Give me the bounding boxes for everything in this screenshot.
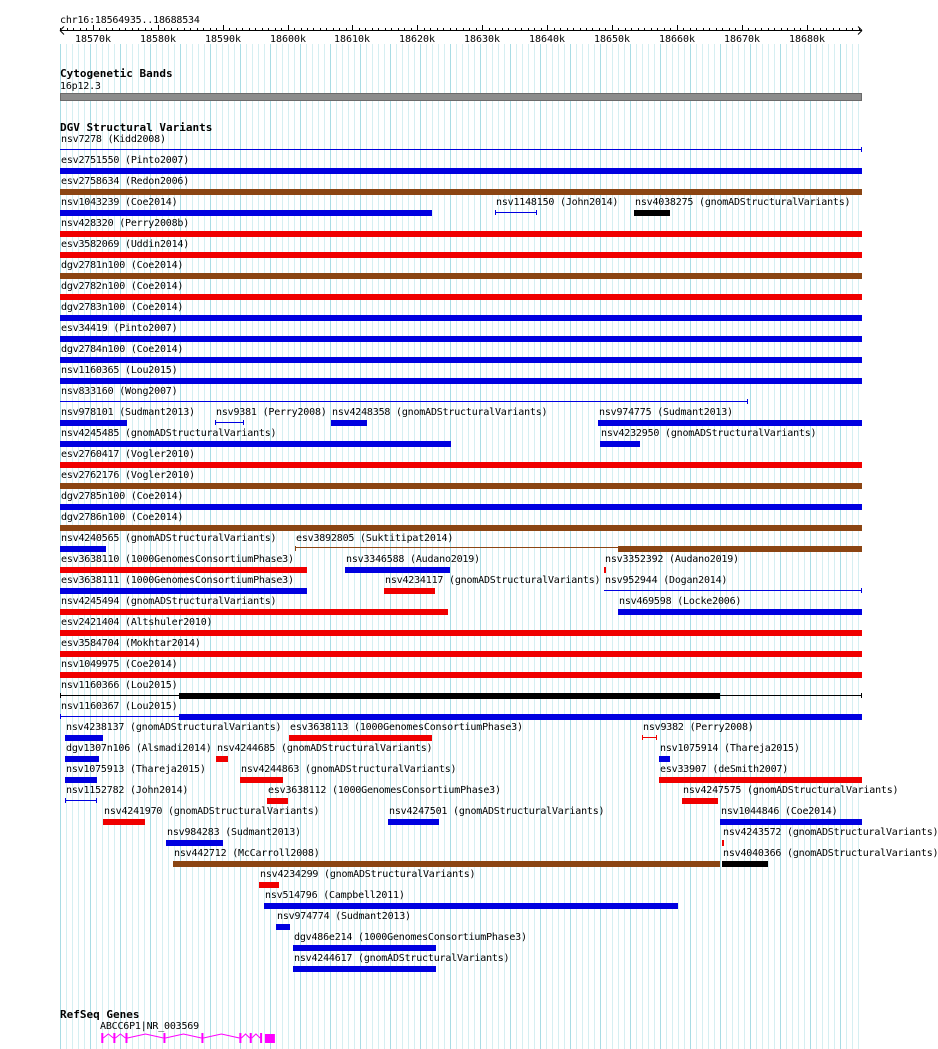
dgv-feature-bar[interactable] [289, 735, 432, 741]
ruler-arrow [858, 31, 862, 35]
dgv-feature-label: nsv1160367 (Lou2015) [61, 701, 178, 712]
dgv-feature-label: esv3638110 (1000GenomesConsortiumPhase3) [61, 554, 294, 565]
dgv-feature-label: nsv1148150 (John2014) [496, 197, 619, 208]
dgv-feature-label: nsv4244863 (gnomADStructuralVariants) [241, 764, 457, 775]
gene-exon[interactable] [239, 1033, 241, 1043]
dgv-feature-start-tick[interactable] [642, 735, 643, 740]
dgv-feature-label: esv2762176 (Vogler2010) [61, 470, 195, 481]
dgv-feature-bar[interactable] [267, 798, 288, 804]
gene-intron [241, 1034, 249, 1038]
dgv-feature-bar[interactable] [722, 840, 724, 846]
dgv-feature-bar[interactable] [60, 462, 862, 468]
ruler-tick-label: 18660k [658, 34, 696, 45]
refseq-gene-label[interactable]: ABCC6P1|NR_003569 [100, 1021, 199, 1032]
dgv-feature-label: nsv1043239 (Coe2014) [61, 197, 178, 208]
dgv-feature-bar[interactable] [598, 420, 862, 426]
dgv-feature-end-tick[interactable] [747, 399, 748, 404]
dgv-feature-bar[interactable] [179, 714, 862, 720]
gene-intron [103, 1034, 113, 1038]
dgv-feature-label: nsv428320 (Perry2008b) [61, 218, 190, 229]
dgv-feature-line[interactable] [60, 149, 862, 150]
dgv-feature-label: nsv833160 (Wong2007) [61, 386, 178, 397]
cytoband-bar[interactable] [60, 93, 862, 101]
dgv-feature-bar[interactable] [600, 441, 640, 447]
dgv-feature-bar[interactable] [60, 504, 862, 510]
dgv-feature-label: nsv3346588 (Audano2019) [346, 554, 480, 565]
dgv-feature-label: nsv1160366 (Lou2015) [61, 680, 178, 691]
dgv-feature-label: nsv1075913 (Thareja2015) [66, 764, 206, 775]
dgv-feature-label: nsv4238137 (gnomADStructuralVariants) [66, 722, 282, 733]
dgv-feature-bar[interactable] [60, 378, 862, 384]
dgv-feature-bar[interactable] [65, 735, 103, 741]
dgv-feature-bar[interactable] [60, 231, 862, 237]
dgv-feature-bar[interactable] [240, 777, 283, 783]
dgv-feature-end-tick[interactable] [861, 693, 862, 698]
dgv-feature-end-tick[interactable] [243, 420, 244, 425]
dgv-feature-label: nsv469598 (Locke2006) [619, 596, 742, 607]
dgv-feature-start-tick[interactable] [60, 693, 61, 698]
ruler-arrow [60, 31, 64, 35]
dgv-feature-label: nsv4040366 (gnomADStructuralVariants) [723, 848, 938, 859]
dgv-feature-bar[interactable] [60, 609, 448, 615]
dgv-feature-label: dgv2785n100 (Coe2014) [61, 491, 184, 502]
dgv-feature-line[interactable] [495, 212, 537, 213]
dgv-feature-start-tick[interactable] [65, 798, 66, 803]
dgv-feature-label: esv2751550 (Pinto2007) [61, 155, 190, 166]
dgv-feature-line[interactable] [65, 800, 97, 801]
dgv-feature-bar[interactable] [634, 210, 670, 216]
dgv-feature-bar[interactable] [166, 840, 222, 846]
dgv-feature-label: dgv2786n100 (Coe2014) [61, 512, 184, 523]
dgv-feature-label: dgv486e214 (1000GenomesConsortiumPhase3) [294, 932, 527, 943]
dgv-feature-line[interactable] [642, 737, 658, 738]
dgv-feature-bar[interactable] [60, 630, 862, 636]
dgv-feature-bar[interactable] [264, 903, 678, 909]
dgv-feature-label: nsv4244685 (gnomADStructuralVariants) [217, 743, 433, 754]
dgv-feature-label: nsv4245485 (gnomADStructuralVariants) [61, 428, 277, 439]
dgv-feature-bar[interactable] [60, 441, 451, 447]
dgv-feature-bar[interactable] [720, 819, 862, 825]
dgv-feature-line[interactable] [604, 590, 862, 591]
dgv-feature-bar[interactable] [259, 882, 279, 888]
dgv-feature-label: nsv9382 (Perry2008) [643, 722, 754, 733]
dgv-feature-bar[interactable] [293, 966, 436, 972]
dgv-feature-label: esv3638111 (1000GenomesConsortiumPhase3) [61, 575, 294, 586]
ruler-tick-label: 18610k [333, 34, 371, 45]
gene-intron [115, 1034, 125, 1038]
dgv-feature-bar[interactable] [60, 252, 862, 258]
dgv-feature-label: nsv4234117 (gnomADStructuralVariants) [385, 575, 601, 586]
dgv-feature-label: nsv974774 (Sudmant2013) [277, 911, 411, 922]
dgv-feature-label: nsv4245494 (gnomADStructuralVariants) [61, 596, 277, 607]
cytoband-label: 16p12.3 [60, 81, 101, 92]
dgv-feature-bar[interactable] [60, 357, 862, 363]
dgv-feature-bar[interactable] [60, 273, 862, 279]
dgv-feature-label: dgv2781n100 (Coe2014) [61, 260, 184, 271]
dgv-feature-label: esv3892805 (Suktitipat2014) [296, 533, 454, 544]
dgv-feature-bar[interactable] [173, 861, 719, 867]
dgv-feature-bar[interactable] [659, 777, 862, 783]
dgv-feature-label: esv3638112 (1000GenomesConsortiumPhase3) [268, 785, 501, 796]
location-label: chr16:18564935..18688534 [60, 15, 200, 26]
dgv-feature-label: nsv974775 (Sudmant2013) [599, 407, 733, 418]
dgv-feature-bar[interactable] [345, 567, 450, 573]
dgv-feature-bar[interactable] [60, 567, 307, 573]
dgv-feature-label: esv2421404 (Altshuler2010) [61, 617, 213, 628]
dgv-feature-label: nsv7278 (Kidd2008) [61, 134, 166, 145]
dgv-feature-label: nsv4248358 (gnomADStructuralVariants) [332, 407, 548, 418]
dgv-feature-label: nsv1049975 (Coe2014) [61, 659, 178, 670]
dgv-feature-bar[interactable] [60, 210, 432, 216]
dgv-feature-label: nsv514796 (Campbell2011) [265, 890, 405, 901]
dgv-feature-line[interactable] [60, 401, 748, 402]
gene-exon[interactable] [201, 1033, 203, 1043]
dgv-feature-label: nsv4244617 (gnomADStructuralVariants) [294, 953, 510, 964]
dgv-feature-label: nsv4243572 (gnomADStructuralVariants) [723, 827, 938, 838]
dgv-feature-bar[interactable] [293, 945, 436, 951]
ruler-tick-label: 18640k [528, 34, 566, 45]
dgv-feature-label: nsv4240565 (gnomADStructuralVariants) [61, 533, 277, 544]
gene-exon[interactable] [113, 1033, 115, 1043]
gene-intron [252, 1034, 260, 1038]
dgv-feature-label: nsv1160365 (Lou2015) [61, 365, 178, 376]
dgv-feature-label: esv33907 (deSmith2007) [660, 764, 789, 775]
dgv-feature-label: esv34419 (Pinto2007) [61, 323, 178, 334]
dgv-feature-label: nsv984283 (Sudmant2013) [167, 827, 301, 838]
dgv-feature-bar[interactable] [331, 420, 367, 426]
dgv-feature-label: esv2758634 (Redon2006) [61, 176, 190, 187]
dgv-feature-label: esv3584704 (Mokhtar2014) [61, 638, 201, 649]
dgv-feature-start-tick[interactable] [495, 210, 496, 215]
dgv-feature-bar[interactable] [384, 588, 435, 594]
ruler-tick-label: 18670k [723, 34, 761, 45]
ruler-tick-label: 18650k [593, 34, 631, 45]
dgv-feature-label: nsv4038275 (gnomADStructuralVariants) [635, 197, 851, 208]
dgv-feature-bar[interactable] [65, 777, 97, 783]
dgv-feature-label: dgv2783n100 (Coe2014) [61, 302, 184, 313]
dgv-feature-bar[interactable] [60, 651, 862, 657]
dgv-feature-label: nsv1075914 (Thareja2015) [660, 743, 800, 754]
dgv-feature-label: esv3582069 (Uddin2014) [61, 239, 190, 250]
ruler-tick-label: 18580k [139, 34, 177, 45]
dgv-feature-line[interactable] [215, 422, 244, 423]
dgv-feature-bar[interactable] [659, 756, 670, 762]
dgv-feature-end-tick[interactable] [96, 798, 97, 803]
dgv-feature-label: nsv4241970 (gnomADStructuralVariants) [104, 806, 320, 817]
dgv-feature-line[interactable] [295, 547, 619, 548]
dgv-feature-label: nsv3352392 (Audano2019) [605, 554, 739, 565]
dgv-feature-label: nsv442712 (McCarroll2008) [174, 848, 320, 859]
dgv-feature-bar[interactable] [604, 567, 606, 573]
dgv-feature-bar[interactable] [60, 672, 862, 678]
dgv-feature-bar[interactable] [388, 819, 439, 825]
dgv-feature-bar[interactable] [276, 924, 290, 930]
dgv-feature-label: nsv978101 (Sudmant2013) [61, 407, 195, 418]
refseq-gene-model[interactable] [0, 1031, 890, 1049]
dgv-feature-start-tick[interactable] [215, 420, 216, 425]
refseq-track-title: RefSeq Genes [60, 1008, 140, 1021]
dgv-feature-label: nsv9381 (Perry2008) [216, 407, 327, 418]
dgv-feature-bar[interactable] [618, 609, 862, 615]
cytoband-track-title: Cytogenetic Bands [60, 67, 173, 80]
dgv-feature-bar[interactable] [60, 588, 307, 594]
gene-intron [165, 1034, 201, 1038]
dgv-feature-label: nsv4247501 (gnomADStructuralVariants) [389, 806, 605, 817]
dgv-feature-bar[interactable] [60, 315, 862, 321]
ruler-tick-label: 18570k [74, 34, 112, 45]
gene-intron [203, 1034, 239, 1038]
dgv-feature-label: esv3638113 (1000GenomesConsortiumPhase3) [290, 722, 523, 733]
dgv-feature-label: dgv2784n100 (Coe2014) [61, 344, 184, 355]
ruler-tick-label: 18600k [269, 34, 307, 45]
dgv-feature-bar[interactable] [618, 546, 862, 552]
dgv-feature-bar[interactable] [60, 420, 127, 426]
gene-exon[interactable] [125, 1033, 127, 1043]
dgv-feature-bar[interactable] [60, 336, 862, 342]
dgv-feature-bar[interactable] [65, 756, 99, 762]
gene-exon[interactable] [260, 1033, 262, 1043]
dgv-feature-end-tick[interactable] [656, 735, 657, 740]
ruler-tick-label: 18590k [204, 34, 242, 45]
dgv-feature-label: nsv4247575 (gnomADStructuralVariants) [683, 785, 899, 796]
dgv-feature-label: dgv2782n100 (Coe2014) [61, 281, 184, 292]
dgv-feature-bar[interactable] [60, 189, 862, 195]
dgv-feature-label: dgv1307n106 (Alsmadi2014) [66, 743, 212, 754]
dgv-track-title: DGV Structural Variants [60, 121, 213, 134]
dgv-feature-label: nsv952944 (Dogan2014) [605, 575, 728, 586]
gene-exon[interactable] [163, 1033, 165, 1043]
dgv-feature-label: esv2760417 (Vogler2010) [61, 449, 195, 460]
dgv-feature-label: nsv4232950 (gnomADStructuralVariants) [601, 428, 817, 439]
ruler-tick-label: 18680k [788, 34, 826, 45]
dgv-feature-bar[interactable] [60, 483, 862, 489]
dgv-feature-label: nsv4234299 (gnomADStructuralVariants) [260, 869, 476, 880]
dgv-feature-start-tick[interactable] [60, 714, 61, 719]
dgv-feature-bar[interactable] [60, 546, 106, 552]
dgv-feature-end-tick[interactable] [861, 147, 862, 152]
gene-intron [127, 1034, 163, 1038]
dgv-feature-bar[interactable] [682, 798, 718, 804]
dgv-feature-bar[interactable] [722, 861, 768, 867]
dgv-feature-label: nsv1152782 (John2014) [66, 785, 189, 796]
gene-exon[interactable] [250, 1033, 252, 1043]
dgv-feature-end-tick[interactable] [861, 588, 862, 593]
dgv-feature-bar[interactable] [103, 819, 145, 825]
dgv-feature-bar[interactable] [216, 756, 228, 762]
gene-exon[interactable] [101, 1033, 103, 1043]
dgv-feature-bar[interactable] [60, 294, 862, 300]
ruler-tick-label: 18620k [398, 34, 436, 45]
ruler-tick-label: 18630k [463, 34, 501, 45]
gene-utr-block[interactable] [265, 1034, 275, 1043]
dgv-feature-label: nsv1044846 (Coe2014) [721, 806, 838, 817]
dgv-feature-end-tick[interactable] [536, 210, 537, 215]
dgv-feature-bar[interactable] [60, 168, 862, 174]
dgv-feature-bar[interactable] [179, 693, 720, 699]
dgv-feature-bar[interactable] [60, 525, 862, 531]
